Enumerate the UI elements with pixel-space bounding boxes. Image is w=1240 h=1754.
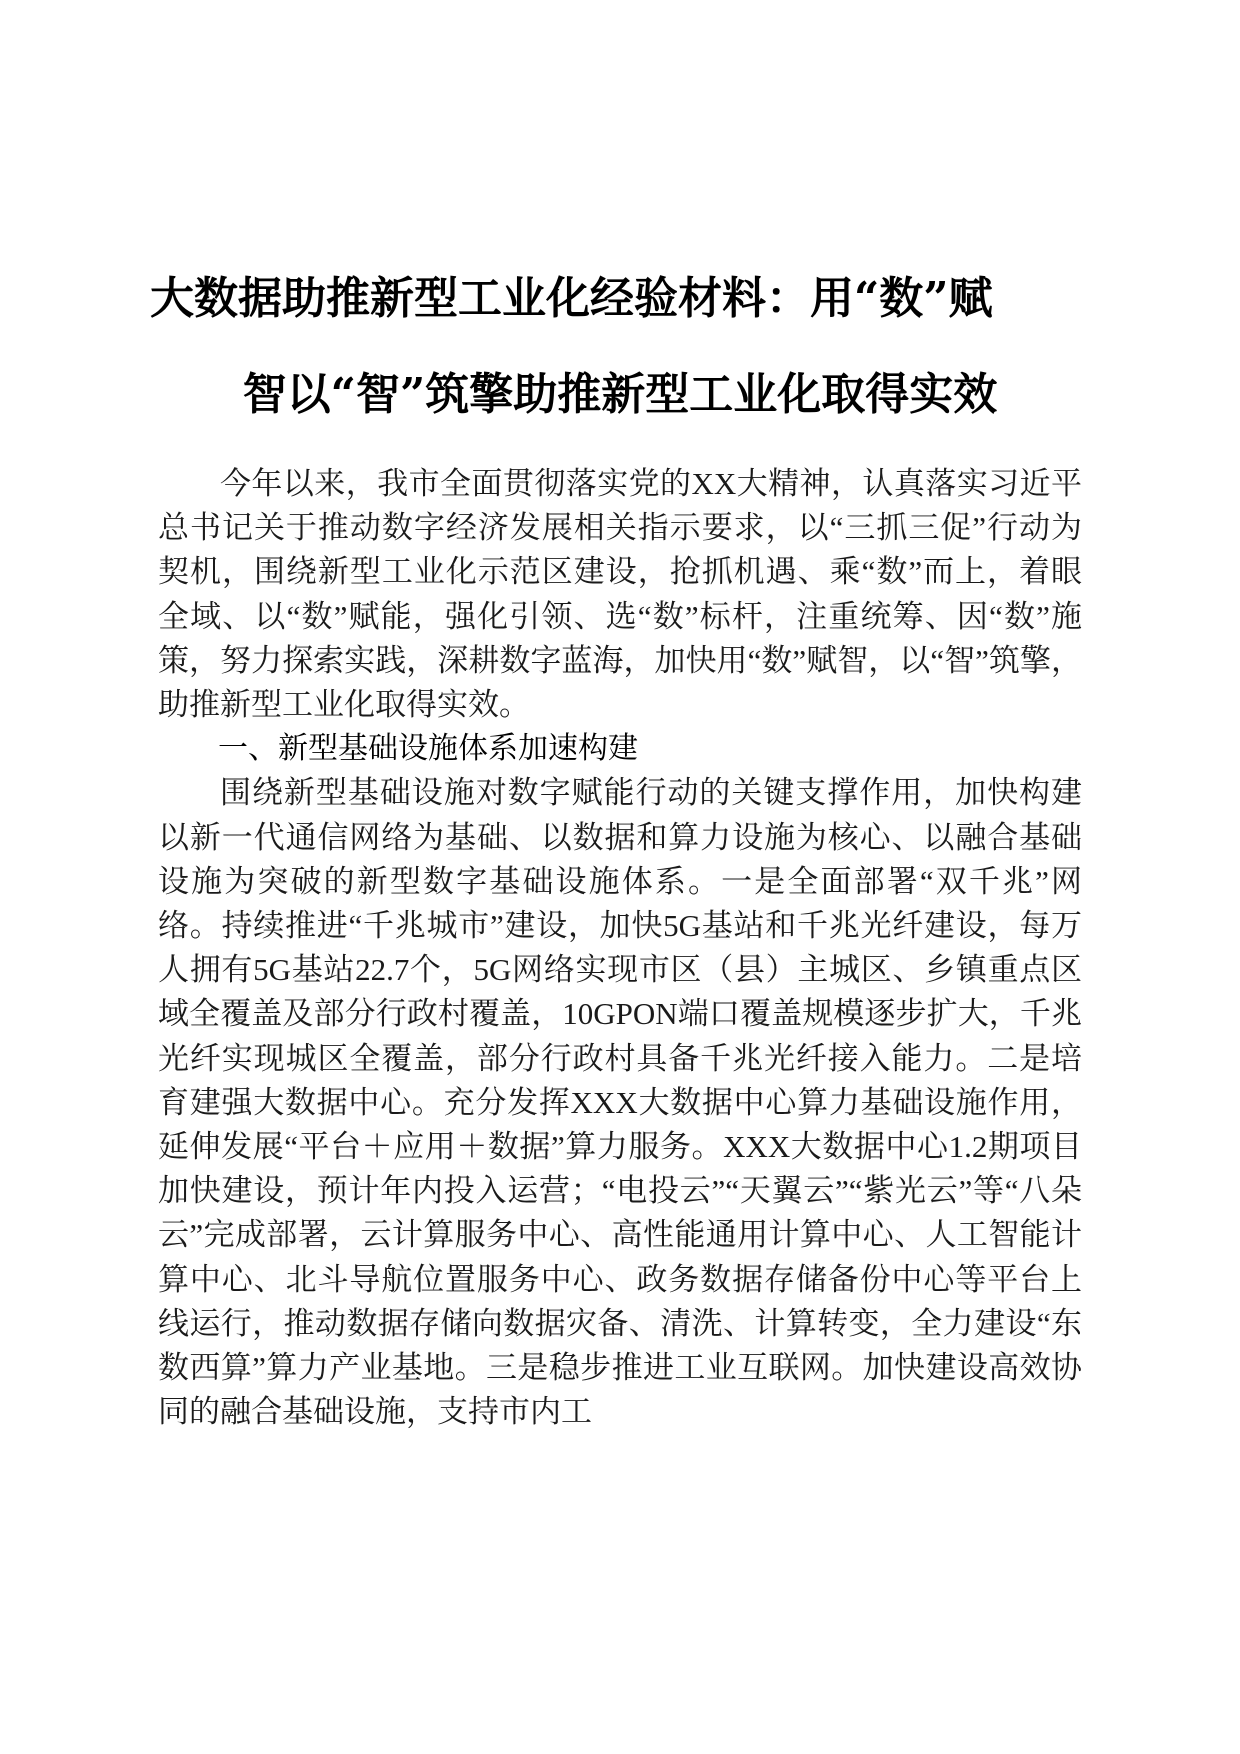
document-title <box>150 251 1090 443</box>
document-title-line-2: 智以“智”筑擎助推新型工业化取得实效 <box>242 369 998 421</box>
section-1-heading: 一、新型基础设施体系加速构建 <box>218 731 638 767</box>
section-1-paragraph: 围绕新型基础设施对数字赋能行动的关键支撑作用，加快构建以新一代通信网络为基础、以数据和算力设施为核心、以融合基础设施为突破的新型数字基础设施体系。一是全面部署“双千兆”网络。持续推进“千兆城市”建设，加快5G基站和千兆光纤建设，每万人拥有5G基站22.7个，5G网络实现市区（县）主城区、乡镇重点区域全覆盖及部分行政村覆盖，10GPON端口覆盖规模逐步扩大，千兆光纤实现城区全覆盖，部分行政村具备千兆光纤接入能力。二是培育建强大数据中心。充分发挥XXX大数据中心算力基础设施作用，延伸发展“平台＋应用＋数据”算力服务。XXX大数据中心1.2期项目加快建设，预计年内投入运营；“电投云”“天翼云”“紫光云”等“八朵云”完成部署，云计算服务中心、高性能通用计算中心、人工智能计算中心、北斗导航位置服务中心、政务数据存储备份中心等平台上线运行，推动数据存储向数据灾备、清洗、计算转变，全力建设“东数西算”算力产业基地。三是稳步推进工业互联网。加快建设高效协同的融合基础设施，支持市内工 <box>158 775 1082 1430</box>
intro-paragraph: 今年以来，我市全面贯彻落实党的XX大精神，认真落实习近平总书记关于推动数字经济发展相关指示要求，以“三抓三促”行动为契机，围绕新型工业化示范区建设，抢抓机遇、乘“数”而上，着眼全域、以“数”赋能，强化引领、选“数”标杆，注重统筹、因“数”施策，努力探索实践，深耕数字蓝海，加快用“数”赋智，以“智”筑擎，助推新型工业化取得实效。 <box>158 466 1082 723</box>
document-body <box>158 462 1082 1434</box>
document-title-line-1: 大数据助推新型工业化经验材料：用“数”赋 <box>150 273 993 325</box>
